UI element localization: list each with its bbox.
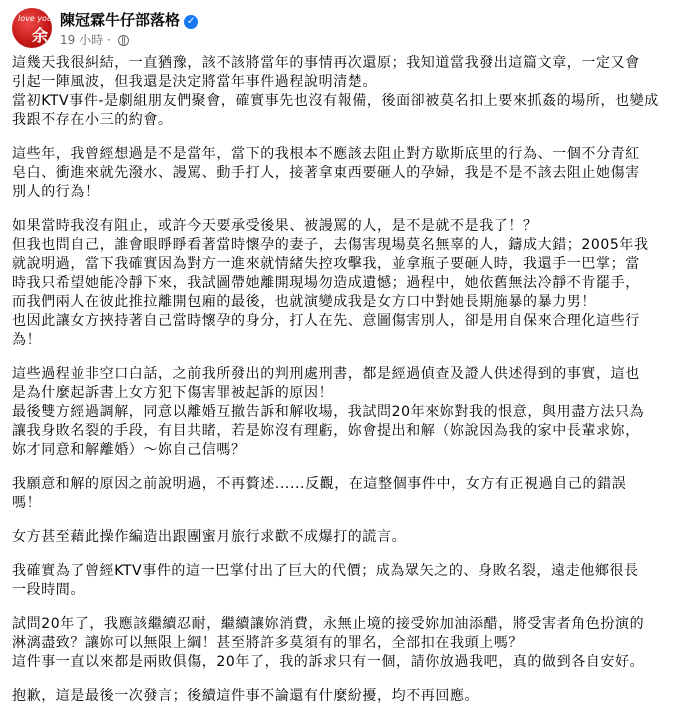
paragraph-line: 時我只希望她能冷靜下來，我試圖帶她離開現場勿造成遺憾；過程中，她依舊無法冷靜不肯罷手， bbox=[12, 275, 640, 291]
author-name[interactable]: 陳冠霖牛仔部落格 bbox=[60, 11, 181, 29]
post-paragraph bbox=[12, 528, 664, 547]
paragraph-line: 妳才同意和解離婚）～妳自己信嗎？ bbox=[12, 442, 246, 458]
paragraph-line: 如果當時我沒有阻止，或許今天要承受後果、被謾罵的人，是不是就不是我了！？ bbox=[12, 218, 538, 234]
paragraph-line: 為！ bbox=[12, 332, 42, 348]
post-meta bbox=[60, 31, 129, 48]
post-body bbox=[12, 54, 664, 721]
author-row bbox=[60, 9, 198, 30]
paragraph-line: 女方甚至藉此操作編造出跟團蜜月旅行求歡不成爆打的謊言。 bbox=[12, 529, 407, 545]
paragraph-line: 我願意和解的原因之前說明過，不再贅述......反觀，在這整個事件中，女方有正視過自己的錯誤 bbox=[12, 476, 627, 492]
paragraph-line: 我確實為了曾經KTV事件的這一巴掌付出了巨大的代價；成為眾矢之的、身敗名裂，遠走他鄉很長 bbox=[12, 563, 639, 579]
post-paragraph bbox=[12, 475, 664, 513]
paragraph-line: 嗎！ bbox=[12, 495, 42, 511]
post-paragraph bbox=[12, 145, 664, 202]
post-paragraph bbox=[12, 562, 664, 600]
paragraph-line: 是為什麼起訴書上女方犯下傷害罪被起訴的原因！ bbox=[12, 385, 334, 401]
avatar[interactable] bbox=[12, 8, 52, 48]
globe-icon[interactable] bbox=[118, 35, 129, 46]
avatar-text-main: 余 bbox=[32, 26, 49, 45]
paragraph-line: 淋漓盡致？讓妳可以無限上綱！甚至將許多莫須有的罪名，全部扣在我頭上嗎？ bbox=[12, 635, 523, 651]
paragraph-line: 皂白、衝進來就先潑水、謾罵、動手打人，接著拿東西要砸人的孕婦，我是不是不該去阻止她傷害 bbox=[12, 165, 640, 181]
dot-separator: · bbox=[106, 33, 111, 47]
paragraph-line: 但我也問自己，誰會眼睜睜看著當時懷孕的妻子，去傷害現場莫名無辜的人，鑄成大錯；2005年我 bbox=[12, 237, 649, 253]
post-paragraph bbox=[12, 217, 664, 350]
paragraph-line: 試問20年了，我應該繼續忍耐，繼續讓妳消費，永無止境的接受妳加油添醋，將受害者角色扮演的 bbox=[12, 616, 645, 632]
post-timestamp[interactable]: 19 小時 bbox=[60, 33, 104, 47]
paragraph-line: 這件事一直以來都是兩敗俱傷，20年了，我的訴求只有一個，請你放過我吧，真的做到各自安好。 bbox=[12, 654, 645, 670]
post-paragraph bbox=[12, 615, 664, 672]
paragraph-line: 我跟不存在小三的約會。 bbox=[12, 112, 173, 128]
paragraph-line: 當初KTV事件-是劇組朋友們聚會，確實事先也沒有報備，後面卻被莫名扣上要來抓姦的場所，也變成 bbox=[12, 93, 659, 109]
paragraph-line: 就說明過，當下我確實因為對方一進來就情緒失控攻擊我，並拿瓶子要砸人時，我還手一巴掌；當 bbox=[12, 256, 640, 272]
post-paragraph bbox=[12, 687, 664, 706]
paragraph-line: 而我們兩人在彼此推拉離開包廂的最後，也就演變成我是女方口中對她長期施暴的暴力男！ bbox=[12, 294, 596, 310]
paragraph-line: 一段時間。 bbox=[12, 582, 85, 598]
paragraph-line: 讓我身敗名裂的手段，有目共睹，若是妳沒有理虧，妳會提出和解（妳說因為我的家中長輩求妳， bbox=[12, 423, 640, 439]
verified-badge-icon: ✓ bbox=[184, 15, 198, 29]
paragraph-line: 別人的行為！ bbox=[12, 184, 100, 200]
paragraph-line: 抱歉，這是最後一次發言；後續這件事不論還有什麼紛擾，均不再回應。 bbox=[12, 688, 480, 704]
paragraph-line: 引起一陣風波，但我還是決定將當年事件過程說明清楚。 bbox=[12, 74, 377, 90]
post-paragraph bbox=[12, 365, 664, 460]
avatar-text-top: love you bbox=[18, 14, 52, 23]
post-paragraph bbox=[12, 54, 664, 130]
paragraph-line: 這些年，我曾經想過是不是當年，當下的我根本不應該去阻止對方歇斯底里的行為、一個不分青紅 bbox=[12, 146, 640, 162]
paragraph-line: 這些過程並非空口白話，之前我所發出的判刑處刑書，都是經過偵查及證人供述得到的事實，這也 bbox=[12, 366, 640, 382]
paragraph-line: 也因此讓女方挾持著自己當時懷孕的身分，打人在先、意圖傷害別人，卻是用自保來合理化這些行 bbox=[12, 313, 640, 329]
paragraph-line: 這幾天我很糾結，一直猶豫，該不該將當年的事情再次還原；我知道當我發出這篇文章，一定又會 bbox=[12, 55, 640, 71]
paragraph-line: 最後雙方經過調解，同意以離婚互撤告訴和解收場，我試問20年來妳對我的恨意，與用盡方法只為 bbox=[12, 404, 645, 420]
